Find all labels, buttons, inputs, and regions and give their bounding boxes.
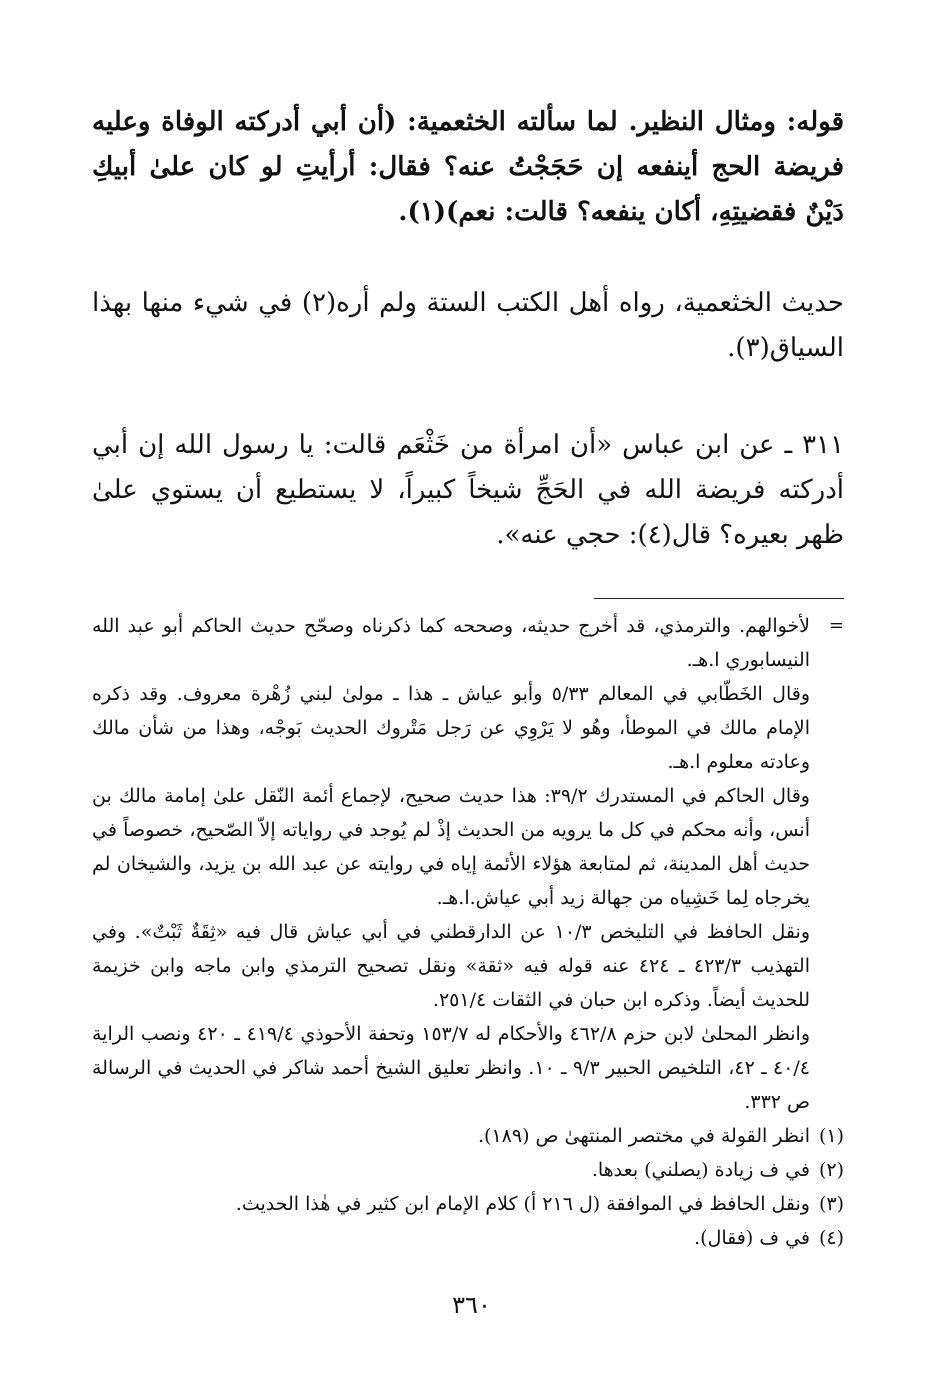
footnote-continuation-paragraph: وقال الخَطّابي في المعالم ٥/٣٣ وأبو عياش ـ هذا ـ مولىٰ لبني زُهْرة معروف. وقد ذكره الإمام مالك في الموطأ، وهُو لا يَرْوِي عن رَجل مَتْروك الحديث بَوجْه، وهذا من شأن مالك وعادته معلوم ا.هـ. — [92, 683, 811, 773]
footnote-continuation-paragraph: وانظر المحلىٰ لابن حزم ٤٦٢/٨ والأحكام له ١٥٣/٧ وتحفة الأحوذي ٤١٩/٤ ـ ٤٢٠ ونصب الراية ٤٠/٤ ـ ٤٢، التلخيص الحبير ٩/٣ ـ ١٠. وانظر تعليق الشيخ أحمد شاكر في الحديث في الرسالة ص ٣٣٢. — [92, 1023, 811, 1113]
spacer — [92, 371, 844, 423]
page-number: ٣٦٠ — [452, 1291, 491, 1319]
hadith-note: حديث الخثعمية، رواه أهل الكتب الستة ولم أره(٢) في شيء منها بهذا السياق(٣). — [92, 288, 844, 363]
footnote-text: انظر القولة في مختصر المنتهىٰ ص (١٨٩). — [478, 1125, 810, 1147]
footnote-continuation — [92, 609, 844, 1119]
footnote-text: في ف (فقال). — [694, 1227, 810, 1249]
continuation-mark: = — [828, 615, 844, 636]
book-page — [92, 100, 844, 1350]
footnote-number: (٣) — [818, 1193, 844, 1215]
footnote-2 — [92, 1153, 844, 1187]
footnote-continuation-paragraph: وقال الحاكم في المستدرك ٣٩/٢: هذا حديث صحيح، لإجماع أئمة النّقل علىٰ إمامة مالك بن أنس، وأنه محكم في كل ما يرويه من الحديث إذْ لم يُوجد في رواياته إلاّ الصّحيح، خصوصاً في حديث أهل المدينة، ثم لمتابعة هؤلاء الأئمة إياه في روايته عن عبد الله بن يزيد، والشيخان لم يخرجاه لِما خَشِياه من جهالة زيد أبي عياش.ا.هـ. — [92, 785, 810, 909]
footnote-continuation-paragraph: ونقل الحافظ في التليخص ١٠/٣ عن الدارقطني في أبي عياش قال فيه «ثِقَةٌ ثَبْتٌ». وفي التهذيب ٤٢٣/٣ ـ ٤٢٤ عنه قوله فيه «ثقة» ونقل تصحيح الترمذي وابن ماجه وابن خزيمة للحديث أيضاً. وذكره ابن حبان في الثقات ٢٥١/٤. — [92, 921, 810, 1011]
footnote-separator — [594, 598, 844, 599]
footnote-4 — [92, 1221, 844, 1255]
footnote-text: في ف زيادة (يصلني) بعدها. — [591, 1159, 810, 1181]
footnote-text: ونقل الحافظ في الموافقة (ل ٢١٦ أ) كلام الإمام ابن كثير في هٰذا الحديث. — [235, 1193, 810, 1215]
spacer — [92, 235, 844, 281]
footnote-number: (٢) — [818, 1159, 844, 1181]
footnote-number: (١) — [818, 1125, 844, 1147]
footnote-continuation-paragraph: لأخوالهم. والترمذي، قد أخرج حديثه، وصححه كما ذكرناه وصحّح حديث الحاكم أبو عبد الله النيسابوري ا.هـ. — [92, 615, 810, 671]
commentary-quote: قوله: ومثال النظير. لما سألته الخثعمية: (أن أبي أدركته الوفاة وعليه فريضة الحج أينفعه إن حَجَجْتُ عنه؟ فقال: أرأيتِ لو كان علىٰ أبيكِ دَيْنٌ فقضيتِهِ، أكان ينفعه؟ قالت: نعم)(١). — [92, 107, 844, 227]
hadith-311: ٣١١ ـ عن ابن عباس «أن امرأة من خَثْعَم قالت: يا رسول الله إن أبي أدركته فريضة الله في الحَجِّ شيخاً كبيراً، لا يستطيع أن يستوي علىٰ ظهر بعيره؟ قال(٤): حجي عنه». — [92, 430, 844, 550]
footnote-number: (٤) — [818, 1227, 844, 1249]
footnote-3 — [92, 1187, 844, 1221]
footnote-1 — [92, 1119, 844, 1153]
